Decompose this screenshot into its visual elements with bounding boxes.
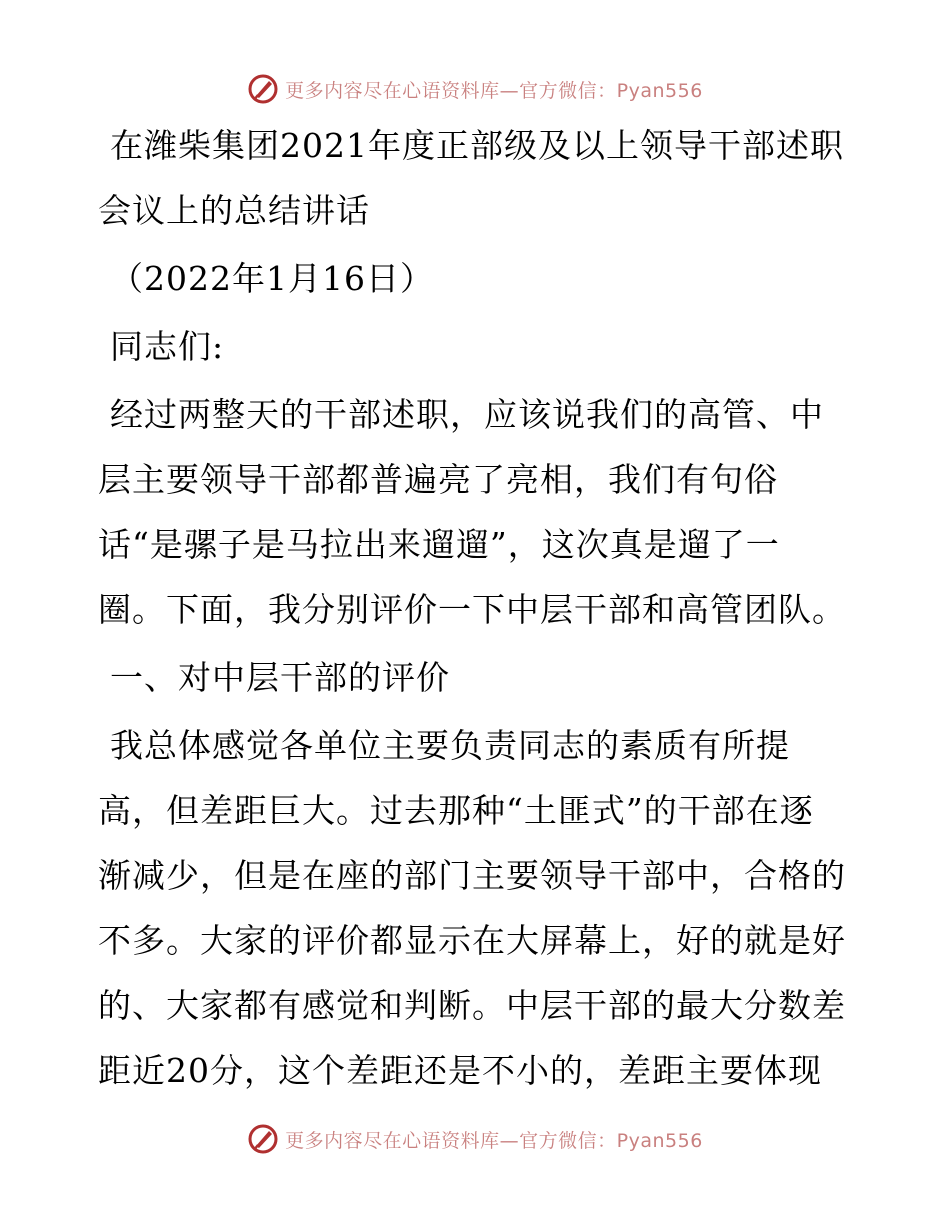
paragraph-line: 层主要领导干部都普遍亮了亮相，我们有句俗 xyxy=(98,460,778,499)
watermark-text xyxy=(285,1126,703,1153)
document-body xyxy=(98,124,858,1093)
quill-logo-icon xyxy=(247,73,279,105)
watermark-text xyxy=(285,76,703,103)
paragraph-line: 话“是骡子是马拉出来遛遛”，这次真是遛了一 xyxy=(98,525,780,564)
title-line: 会议上的总结讲话 xyxy=(98,191,370,230)
paragraph-line: 圈。下面，我分别评价一下中层干部和高管团队。 xyxy=(98,590,846,629)
document-date: （2022年1月16日） xyxy=(110,259,434,298)
paragraph-line: 我总体感觉各单位主要负责同志的素质有所提 xyxy=(110,726,790,765)
greeting: 同志们: xyxy=(110,327,225,366)
paragraph xyxy=(98,724,858,1093)
paragraph-line: 高，但差距巨大。过去那种“土匪式”的干部在逐 xyxy=(98,791,814,830)
paragraph-line: 不多。大家的评价都显示在大屏幕上，好的就是好 xyxy=(98,921,846,960)
watermark-footer xyxy=(0,1122,950,1156)
paragraph xyxy=(98,393,858,632)
watermark-text-cn: 更多内容尽在心语资料库—官方微信： xyxy=(285,1129,617,1152)
section-heading: 一、对中层干部的评价 xyxy=(110,658,450,697)
watermark-wechat-id: Pyan556 xyxy=(616,1129,703,1152)
document-title xyxy=(98,124,858,233)
paragraph-line: 的、大家都有感觉和判断。中层干部的最大分数差 xyxy=(98,986,846,1025)
paragraph-line: 经过两整天的干部述职，应该说我们的高管、中 xyxy=(110,395,824,434)
watermark-header xyxy=(0,72,950,106)
title-line: 在潍柴集团2021年度正部级及以上领导干部述职 xyxy=(110,126,844,165)
paragraph-line: 距近20分，这个差距还是不小的，差距主要体现 xyxy=(98,1051,822,1090)
paragraph-line: 渐减少，但是在座的部门主要领导干部中，合格的 xyxy=(98,856,846,895)
quill-logo-icon xyxy=(247,1123,279,1155)
watermark-wechat-id: Pyan556 xyxy=(616,79,703,102)
watermark-text-cn: 更多内容尽在心语资料库—官方微信： xyxy=(285,79,617,102)
